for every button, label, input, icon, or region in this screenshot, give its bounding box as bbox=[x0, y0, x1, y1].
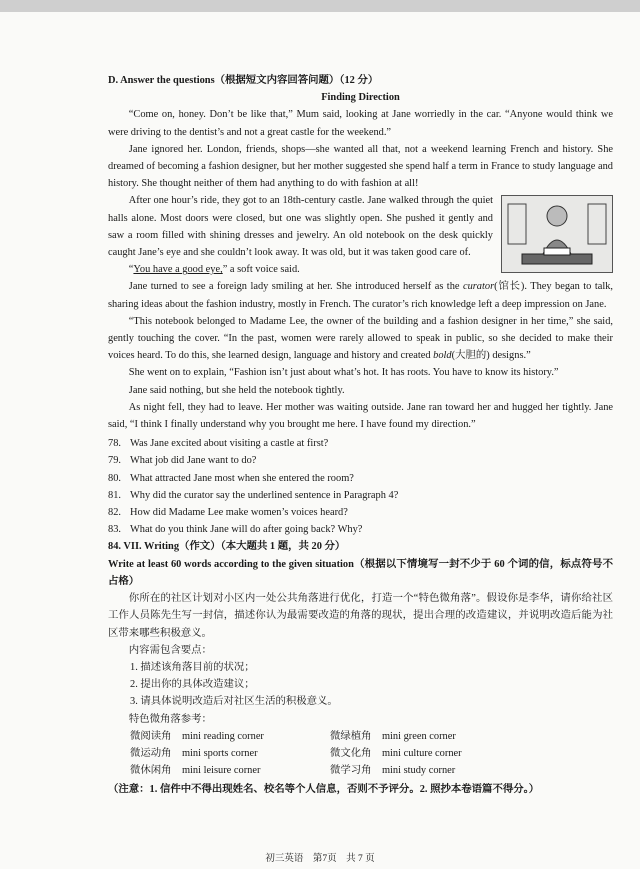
point-2: 2. 提出你的具体改造建议； bbox=[130, 679, 255, 691]
question-82 bbox=[108, 504, 613, 521]
paragraph-5-text-a: Jane turned to see a foreign lady smiling at her. She introduced herself as the bbox=[128, 281, 463, 293]
paragraph-8: Jane said nothing, but she held the notebook tightly. bbox=[128, 384, 345, 396]
paragraph-4-rest: ” a soft voice said. bbox=[222, 264, 300, 276]
question-text: Was Jane excited about visiting a castle at first? bbox=[130, 438, 329, 450]
question-text: What do you think Jane will do after going back? Why? bbox=[130, 524, 363, 536]
question-number: 78. bbox=[108, 438, 121, 450]
question-number: 81. bbox=[108, 489, 121, 501]
bold-word: bold bbox=[433, 350, 452, 362]
reference-item: 微绿植角 mini green corner bbox=[330, 730, 456, 742]
question-78 bbox=[108, 435, 613, 452]
paragraph-7: She went on to explain, “Fashion isn’t just about what’s hot. It has roots. You have to know its history.” bbox=[128, 367, 559, 379]
paragraph-3: After one hour’s ride, they got to an 18th-century castle. Jane walked through the quiet halls alone. Most doors were closed, but one was slightly open. She pushed it gently and saw a room filled with shining dresses and jewelry. An old notebook on the desk quickly caught Jane’s eye and she couldn’t look away. It was old, but it was taken good care of. bbox=[108, 195, 493, 259]
writing-instruction: Write at least 60 words according to the given situation（根据以下情境写一封不少于 60 个词的信，标点符号不占格） bbox=[108, 558, 613, 587]
question-text: What job did Jane want to do? bbox=[130, 455, 257, 467]
paragraph-6-text-a: “This notebook belonged to Madame Lee, the owner of the building and a fashion designer in her time,” she said, gently touching the cover. “In the past, women were rarely allowed to speak in public, so she decided to make their voices heard. To do this, she learned design, language and history and created bbox=[108, 315, 613, 362]
paragraph-1: “Come on, honey. Don’t be like that,” Mum said, looking at Jane worriedly in the car. “Anyone would think we were driving to the dentist’s and not a great castle for the weekend.” bbox=[108, 109, 613, 138]
paragraph-4: “You have a good eye,” a soft voice said. bbox=[128, 264, 300, 276]
writing-note: （注意：1. 信件中不得出现姓名、校名等个人信息，否则不予评分。2. 照抄本卷语篇不得分。） bbox=[108, 784, 540, 796]
paragraph-5 bbox=[108, 278, 613, 312]
writing-header: 84. VII. Writing（作文）（本大题共 1 题，共 20 分） bbox=[108, 541, 346, 553]
question-79 bbox=[108, 452, 613, 469]
points-title: 内容需包含要点： bbox=[128, 644, 212, 656]
paragraph-6-text-b: (大胆的) designs.” bbox=[451, 350, 531, 362]
question-number: 79. bbox=[108, 455, 121, 467]
point-1: 1. 描述该角落目前的状况； bbox=[130, 661, 255, 673]
reference-item: 微休闲角 mini leisure corner bbox=[130, 765, 261, 777]
woman-at-desk-illustration bbox=[502, 196, 612, 272]
section-d-header: D. Answer the questions（根据短文内容回答问题）（12 分） bbox=[108, 75, 379, 86]
paragraph-9: As night fell, they had to leave. Her mother was waiting outside. Jane ran toward her and hugged her tightly. Jane said, “I think I finally understand why you brought me here. I have found my direction.” bbox=[108, 401, 613, 431]
reference-grid bbox=[130, 728, 613, 780]
question-list bbox=[108, 435, 613, 538]
page-footer: 初三英语 第7页 共 7 页 bbox=[265, 854, 375, 864]
question-number: 82. bbox=[108, 507, 121, 519]
paragraph-2: Jane ignored her. London, friends, shops—she wanted all that, not a weekend learning French and history. She dreamed of becoming a fashion designer, but her mother suggested she spend half a term in France to study language and history. She thought neither of them had anything to do with fashion at all! bbox=[108, 143, 613, 190]
passage-title: Finding Direction bbox=[321, 92, 400, 104]
reference-item: 微阅读角 mini reading corner bbox=[130, 730, 264, 742]
writing-situation: 你所在的社区计划对小区内一处公共角落进行优化，打造一个“特色微角落”。假设你是李华，请你给社区工作人员陈先生写一封信，描述你认为最需要改造的角落的现状，提出合理的改造建议，并说明改造后能为社区带来哪些积极意义。 bbox=[108, 593, 613, 639]
question-81 bbox=[108, 487, 613, 504]
paragraph-6 bbox=[108, 313, 613, 365]
exam-page bbox=[0, 12, 640, 869]
question-text: Why did the curator say the underlined sentence in Paragraph 4? bbox=[130, 489, 399, 501]
question-number: 80. bbox=[108, 472, 121, 484]
underlined-sentence: You have a good eye, bbox=[133, 264, 223, 276]
reference-item: 微文化角 mini culture corner bbox=[330, 747, 462, 759]
point-3: 3. 请具体说明改造后对社区生活的积极意义。 bbox=[130, 696, 338, 708]
reference-title: 特色微角落参考： bbox=[128, 713, 212, 725]
question-text: How did Madame Lee make women’s voices heard? bbox=[130, 507, 348, 519]
page-content bbox=[108, 72, 613, 799]
reference-item: 微学习角 mini study corner bbox=[330, 765, 456, 777]
paragraph-5-text-b: (馆长). They began to talk, sharing ideas about the fashion industry, mostly in French. The curator’s rich knowledge left a deep impression on Jane. bbox=[108, 281, 613, 310]
illustration-image bbox=[501, 195, 613, 273]
question-83 bbox=[108, 521, 613, 538]
question-80 bbox=[108, 470, 613, 487]
question-number: 83. bbox=[108, 524, 121, 536]
curator-word: curator bbox=[462, 281, 495, 293]
question-text: What attracted Jane most when she entered the room? bbox=[130, 472, 354, 484]
scan-top-border bbox=[0, 0, 640, 12]
reference-item: 微运动角 mini sports corner bbox=[130, 747, 258, 759]
